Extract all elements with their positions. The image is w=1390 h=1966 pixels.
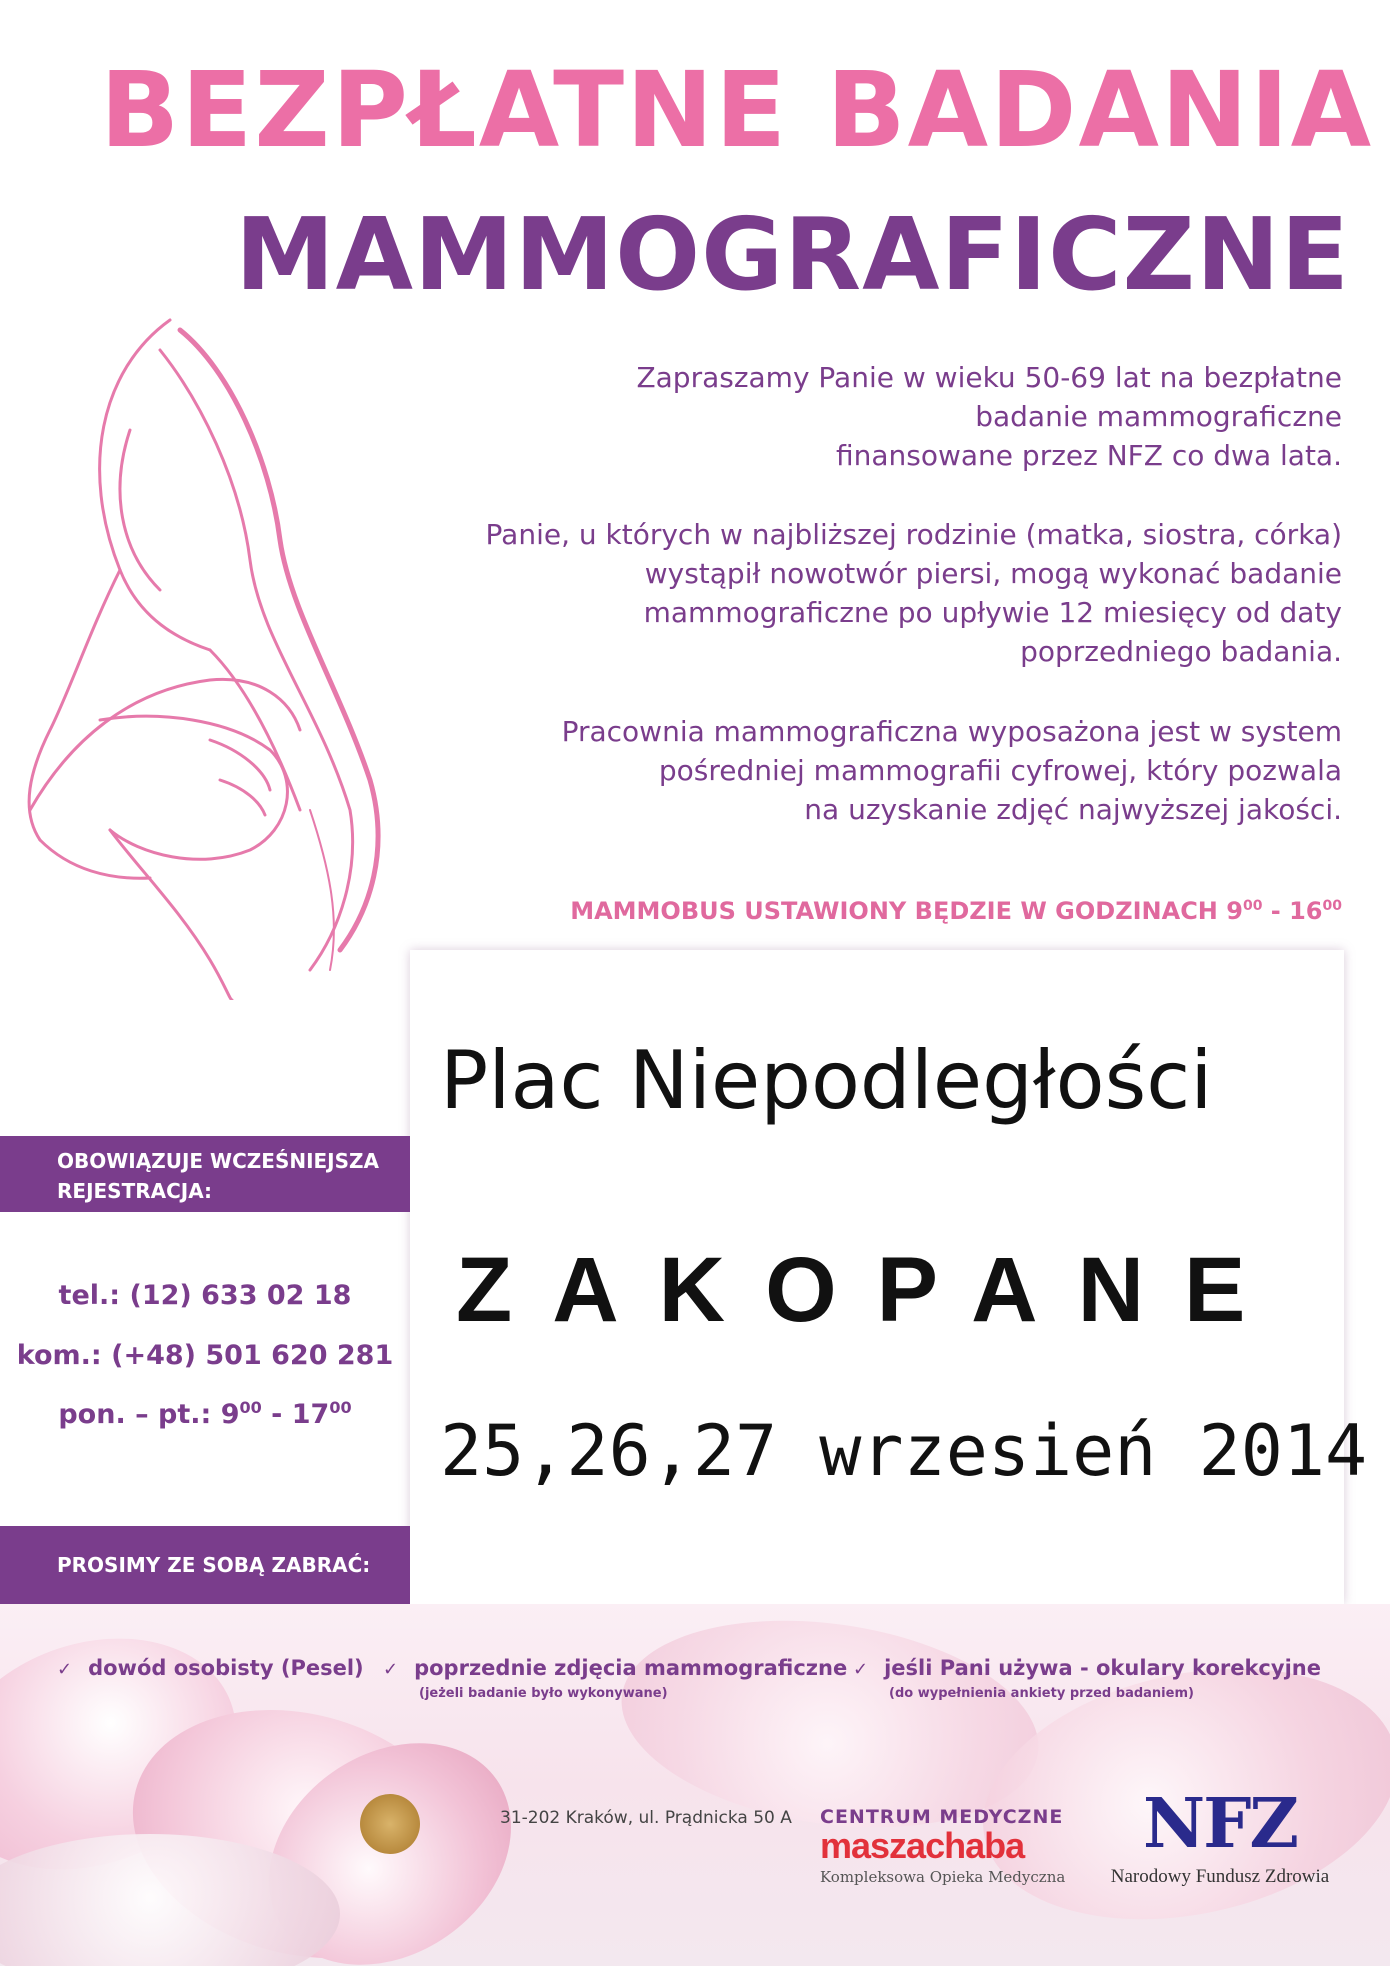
bring-item-glasses: ✓ jeśli Pani używa - okulary korekcyjne (do wypełnienia ankiety przed badaniem) [853, 1656, 1321, 1701]
check-icon: ✓ [853, 1659, 869, 1680]
equipment-paragraph: Pracownia mammograficzna wyposażona jest w system pośredniej mammografii cyfrowej, który pozwala na uzyskanie zdjęć najwyższej jakości. [561, 715, 1342, 826]
clinic-address: 31-202 Kraków, ul. Prądnicka 50 A [500, 1808, 792, 1828]
mobile-number: kom.: (+48) 501 620 281 [16, 1340, 394, 1371]
family-history-paragraph: Panie, u których w najbliższej rodzinie (matka, siostra, córka) wystąpił nowotwór piersi, mogą wykonać badanie mammograficzne po upływie 12 miesięcy od daty poprzedniego badania. [485, 518, 1342, 668]
intro-paragraph: Zapraszamy Panie w wieku 50-69 lat na bezpłatne badanie mammograficzne finansowane przez NFZ co dwa lata. [636, 361, 1342, 472]
location-box [410, 950, 1368, 1604]
bring-item-id: ✓ dowód osobisty (Pesel) [57, 1656, 364, 1680]
location-place: Plac Niepodległości [440, 1034, 1213, 1127]
office-hours: pon. – pt.: $9^{00} - 17^{00}$ [58, 1398, 352, 1430]
nfz-logo: NFZ Narodowy Fundusz Zdrowia [1110, 1784, 1330, 1887]
location-dates: 25,26,27 wrzesień 2014 [440, 1410, 1368, 1492]
centrum-medyczne-logo: CENTRUM MEDYCZNE maszachaba Kompleksowa Opieka Medyczna [820, 1806, 1066, 1886]
mammobus-hours-note: MAMMOBUS USTAWIONY BĘDZIE W GODZINACH $9^{00} - 16^{00}$ [570, 897, 1342, 925]
registration-heading-bar: OBOWIĄZUJE WCZEŚNIEJSZA REJESTRACJA: [0, 1136, 410, 1212]
page-title-line-1: BEZPŁATNE BADANIA [100, 49, 1374, 171]
bring-heading-bar: PROSIMY ZE SOBĄ ZABRAĆ: [0, 1526, 410, 1604]
check-icon: ✓ [57, 1659, 73, 1680]
page-title-line-2: MAMMOGRAFICZNE [235, 196, 1350, 313]
check-icon: ✓ [383, 1659, 399, 1680]
location-city: ZAKOPANE [456, 1239, 1286, 1341]
phone-number: tel.: (12) 633 02 18 [58, 1280, 352, 1311]
bring-item-previous-images: ✓ poprzednie zdjęcia mammograficzne (jeżeli badanie było wykonywane) [383, 1656, 848, 1701]
